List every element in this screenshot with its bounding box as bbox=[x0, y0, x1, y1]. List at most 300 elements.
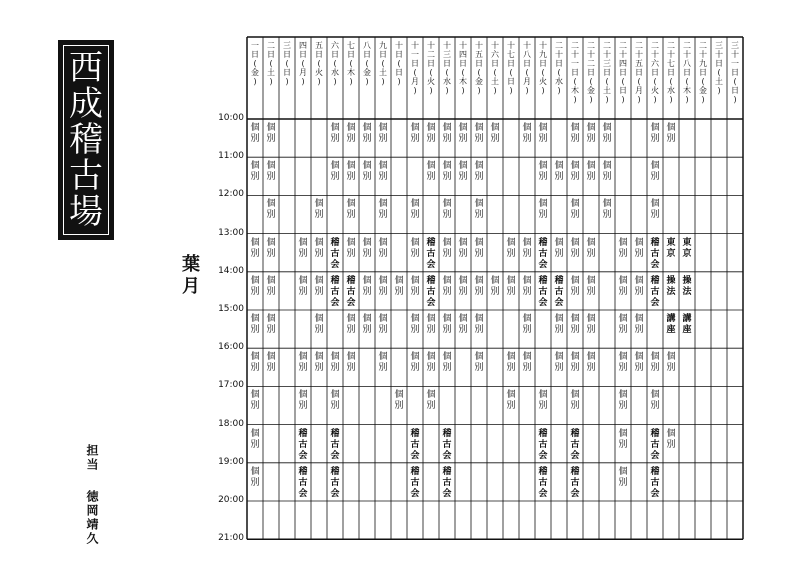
day-header-char: 十 bbox=[587, 50, 595, 59]
slot-kobetsu: 個 別 bbox=[346, 352, 356, 374]
day-header-char: 六 bbox=[651, 59, 659, 68]
day-header bbox=[551, 41, 567, 95]
day-header-char: ) bbox=[461, 86, 465, 95]
day-header-char: 日 bbox=[299, 50, 307, 59]
day-header-char: 一 bbox=[411, 50, 419, 59]
slot-kobetsu: 個 別 bbox=[570, 314, 580, 335]
slot-kobetsu: 個 別 bbox=[570, 275, 580, 297]
day-header-char: ) bbox=[493, 86, 497, 95]
day-header bbox=[359, 41, 375, 86]
event-label: 操 法 bbox=[682, 275, 692, 297]
slot-kobetsu: 個 別 bbox=[586, 237, 596, 259]
slot-keikokai: 稽 古 会 bbox=[650, 428, 660, 461]
slot-kobetsu: 個 別 bbox=[458, 161, 468, 183]
time-label: 16:00 bbox=[218, 342, 244, 353]
slot-kobetsu: 個 別 bbox=[426, 161, 436, 183]
day-header-char: 四 bbox=[619, 59, 627, 68]
day-header-char: 十 bbox=[667, 50, 675, 59]
slot-kobetsu: 個 別 bbox=[330, 123, 340, 144]
slot-kobetsu: 個 別 bbox=[602, 123, 612, 144]
slot-keikokai: 稽 古 会 bbox=[410, 428, 420, 461]
slot-kobetsu: 個 別 bbox=[506, 275, 516, 297]
slot-kobetsu: 個 別 bbox=[266, 275, 276, 297]
day-header-char: 十 bbox=[427, 41, 435, 50]
day-header-char: 六 bbox=[331, 41, 339, 50]
day-header-char: ( bbox=[493, 68, 497, 77]
time-label: 11:00 bbox=[218, 151, 244, 162]
slot-kobetsu: 個 別 bbox=[618, 314, 628, 335]
month-label: 葉月 bbox=[179, 254, 200, 298]
time-label: 14:00 bbox=[218, 265, 244, 276]
slot-kobetsu: 個 別 bbox=[362, 314, 372, 335]
day-header-char: 一 bbox=[251, 41, 259, 50]
slot-kobetsu: 個 別 bbox=[250, 314, 260, 335]
slot-keikokai: 稽 古 会 bbox=[298, 428, 308, 461]
day-header-char: ) bbox=[301, 77, 305, 86]
slot-kobetsu: 個 別 bbox=[298, 352, 308, 374]
day-header-char: ( bbox=[621, 77, 625, 86]
day-header-char: 日 bbox=[347, 50, 355, 59]
day-header bbox=[247, 41, 263, 86]
day-header-char: 三 bbox=[731, 41, 739, 50]
tanto-label: 担当 bbox=[85, 444, 99, 472]
day-header-char: ) bbox=[589, 95, 593, 104]
slot-kobetsu: 個 別 bbox=[490, 275, 500, 297]
slot-keikokai: 稽 古 会 bbox=[346, 275, 356, 308]
day-header-char: ) bbox=[621, 95, 625, 104]
day-header-char: 日 bbox=[635, 68, 643, 77]
slot-kobetsu: 個 別 bbox=[570, 390, 580, 412]
day-header-char: 六 bbox=[491, 50, 499, 59]
day-header bbox=[647, 41, 663, 104]
day-header-char: 日 bbox=[587, 68, 595, 77]
day-header-char: 九 bbox=[379, 41, 387, 50]
slot-kobetsu: 個 別 bbox=[474, 275, 484, 297]
day-header bbox=[327, 41, 343, 86]
day-header-char: 日 bbox=[507, 77, 515, 86]
day-header-char: 二 bbox=[555, 41, 563, 50]
day-header-char: 日 bbox=[411, 59, 419, 68]
day-header-char: ( bbox=[253, 59, 257, 68]
day-header-char: 日 bbox=[427, 59, 435, 68]
slot-kobetsu: 個 別 bbox=[330, 161, 340, 183]
day-header bbox=[679, 41, 695, 104]
day-header-char: 日 bbox=[603, 68, 611, 77]
day-header-char: 一 bbox=[571, 59, 579, 68]
day-header-char: ( bbox=[445, 68, 449, 77]
slot-kobetsu: 個 別 bbox=[266, 123, 276, 144]
slot-kobetsu: 個 別 bbox=[426, 390, 436, 412]
day-header bbox=[311, 41, 327, 86]
day-header-char: ) bbox=[733, 95, 737, 104]
event-label: 東 京 bbox=[682, 237, 692, 259]
title-char: 古 bbox=[69, 156, 103, 196]
slot-kobetsu: 個 別 bbox=[266, 314, 276, 335]
event-label: 操 法 bbox=[666, 275, 676, 297]
slot-kobetsu: 個 別 bbox=[362, 275, 372, 297]
slot-kobetsu: 個 別 bbox=[426, 314, 436, 335]
slot-kobetsu: 個 別 bbox=[506, 390, 516, 412]
day-header-char: 金 bbox=[587, 86, 595, 95]
slot-kobetsu: 個 別 bbox=[394, 275, 404, 297]
time-label: 15:00 bbox=[218, 304, 244, 314]
day-header-char: ( bbox=[573, 77, 577, 86]
slot-kobetsu: 個 別 bbox=[442, 314, 452, 335]
day-header bbox=[263, 41, 279, 86]
slot-kobetsu: 個 別 bbox=[618, 352, 628, 374]
day-header bbox=[535, 41, 551, 95]
slot-keikokai: 稽 古 会 bbox=[426, 275, 436, 308]
slot-kobetsu: 個 別 bbox=[250, 428, 260, 450]
day-header-char: 三 bbox=[283, 41, 291, 50]
day-header-char: 日 bbox=[699, 68, 707, 77]
slot-kobetsu: 個 別 bbox=[250, 161, 260, 183]
day-header-char: 日 bbox=[667, 68, 675, 77]
day-header-char: 十 bbox=[603, 50, 611, 59]
day-header-char: 十 bbox=[475, 41, 483, 50]
day-header-char: 二 bbox=[587, 41, 595, 50]
day-header-char: 十 bbox=[539, 41, 547, 50]
day-header-char: 日 bbox=[731, 68, 739, 77]
title-char: 場 bbox=[69, 192, 103, 232]
day-header-char: ) bbox=[525, 86, 529, 95]
slot-keikokai: 稽 古 会 bbox=[570, 466, 580, 499]
day-header-char: 日 bbox=[459, 59, 467, 68]
day-header-char: 土 bbox=[491, 77, 499, 86]
slot-kobetsu: 個 別 bbox=[426, 123, 436, 144]
time-label: 13:00 bbox=[218, 227, 244, 238]
day-header-char: 十 bbox=[459, 41, 467, 50]
day-header-char: 十 bbox=[411, 41, 419, 50]
day-header-char: 日 bbox=[555, 59, 563, 68]
day-header-char: 日 bbox=[619, 68, 627, 77]
day-header-char: 四 bbox=[459, 50, 467, 59]
slot-kobetsu: 個 別 bbox=[666, 428, 676, 450]
day-header-char: 火 bbox=[315, 68, 323, 77]
slot-kobetsu: 個 別 bbox=[586, 352, 596, 374]
day-header-char: 火 bbox=[651, 86, 659, 95]
slot-keikokai: 稽 古 会 bbox=[650, 275, 660, 308]
slot-kobetsu: 個 別 bbox=[570, 199, 580, 221]
day-header-char: ( bbox=[637, 77, 641, 86]
day-header-char: ) bbox=[557, 86, 561, 95]
day-header-char: 日 bbox=[523, 59, 531, 68]
day-header-char: 日 bbox=[315, 50, 323, 59]
slot-kobetsu: 個 別 bbox=[474, 199, 484, 221]
day-header-char: 三 bbox=[443, 50, 451, 59]
slot-kobetsu: 個 別 bbox=[298, 390, 308, 412]
slot-keikokai: 稽 古 会 bbox=[538, 237, 548, 270]
day-header-char: 日 bbox=[395, 50, 403, 59]
slot-kobetsu: 個 別 bbox=[250, 275, 260, 297]
day-header bbox=[375, 41, 391, 86]
day-header bbox=[391, 41, 407, 86]
slot-kobetsu: 個 別 bbox=[266, 199, 276, 221]
day-header-char: ) bbox=[253, 77, 257, 86]
day-header bbox=[295, 41, 311, 86]
slot-kobetsu: 個 別 bbox=[250, 123, 260, 144]
time-label: 21:00 bbox=[218, 533, 244, 544]
slot-kobetsu: 個 別 bbox=[650, 123, 660, 144]
slot-kobetsu: 個 別 bbox=[650, 161, 660, 183]
day-header-char: 日 bbox=[475, 59, 483, 68]
day-header-char: 月 bbox=[523, 77, 531, 86]
slot-kobetsu: 個 別 bbox=[666, 123, 676, 144]
day-header-char: 十 bbox=[523, 41, 531, 50]
day-header bbox=[663, 41, 679, 104]
slot-kobetsu: 個 別 bbox=[474, 161, 484, 183]
day-header-char: 二 bbox=[683, 41, 691, 50]
slot-kobetsu: 個 別 bbox=[602, 161, 612, 183]
day-header-char: ( bbox=[301, 59, 305, 68]
day-header-char: ( bbox=[317, 59, 321, 68]
slot-kobetsu: 個 別 bbox=[570, 352, 580, 374]
day-header-char: 十 bbox=[555, 50, 563, 59]
slot-kobetsu: 個 別 bbox=[650, 390, 660, 412]
day-header-char: 二 bbox=[427, 50, 435, 59]
day-header-char: ) bbox=[333, 77, 337, 86]
day-header bbox=[279, 41, 295, 86]
day-header-char: 火 bbox=[539, 77, 547, 86]
day-header-char: ) bbox=[381, 77, 385, 86]
day-header-char: 水 bbox=[331, 68, 339, 77]
day-header-char: 十 bbox=[491, 41, 499, 50]
day-header-char: 八 bbox=[683, 59, 691, 68]
day-header-char: 日 bbox=[443, 59, 451, 68]
day-header-char: 二 bbox=[651, 41, 659, 50]
slot-kobetsu: 個 別 bbox=[666, 352, 676, 374]
event-label: 講 座 bbox=[682, 314, 692, 335]
slot-kobetsu: 個 別 bbox=[426, 352, 436, 374]
day-header bbox=[439, 41, 455, 95]
slot-kobetsu: 個 別 bbox=[410, 314, 420, 335]
day-header-char: ) bbox=[717, 86, 721, 95]
day-header-char: 土 bbox=[267, 68, 275, 77]
day-header-char: 二 bbox=[667, 41, 675, 50]
day-header bbox=[711, 41, 727, 95]
day-header-char: 日 bbox=[395, 68, 403, 77]
slot-keikokai: 稽 古 会 bbox=[410, 466, 420, 499]
slot-kobetsu: 個 別 bbox=[266, 237, 276, 259]
day-header bbox=[727, 41, 743, 104]
day-header-char: ) bbox=[445, 86, 449, 95]
day-header-char: 金 bbox=[251, 68, 259, 77]
slot-kobetsu: 個 別 bbox=[554, 161, 564, 183]
time-label: 19:00 bbox=[218, 456, 244, 467]
slot-kobetsu: 個 別 bbox=[570, 123, 580, 144]
slot-kobetsu: 個 別 bbox=[378, 237, 388, 259]
slot-keikokai: 稽 古 会 bbox=[330, 275, 340, 308]
slot-keikokai: 稽 古 会 bbox=[538, 466, 548, 499]
slot-kobetsu: 個 別 bbox=[618, 428, 628, 450]
day-header-char: ( bbox=[461, 68, 465, 77]
slot-kobetsu: 個 別 bbox=[362, 123, 372, 144]
slot-keikokai: 稽 古 会 bbox=[330, 428, 340, 461]
day-header-char: 月 bbox=[635, 86, 643, 95]
slot-kobetsu: 個 別 bbox=[250, 466, 260, 488]
day-header-char: 火 bbox=[427, 77, 435, 86]
slot-kobetsu: 個 別 bbox=[618, 275, 628, 297]
day-header-char: 日 bbox=[251, 50, 259, 59]
day-header-char: ) bbox=[605, 95, 609, 104]
day-header-char: ) bbox=[541, 86, 545, 95]
slot-kobetsu: 個 別 bbox=[378, 123, 388, 144]
day-header bbox=[471, 41, 487, 95]
day-header-char: ( bbox=[365, 59, 369, 68]
slot-kobetsu: 個 別 bbox=[634, 352, 644, 374]
day-header-char: 月 bbox=[299, 68, 307, 77]
day-header-char: ( bbox=[669, 77, 673, 86]
day-header-char: 十 bbox=[651, 50, 659, 59]
day-header-char: 金 bbox=[475, 77, 483, 86]
day-header-char: ( bbox=[541, 68, 545, 77]
slot-kobetsu: 個 別 bbox=[490, 123, 500, 144]
day-header-char: ( bbox=[685, 77, 689, 86]
slot-kobetsu: 個 別 bbox=[314, 275, 324, 297]
day-header-char: 四 bbox=[299, 41, 307, 50]
day-header-char: ( bbox=[397, 59, 401, 68]
slot-kobetsu: 個 別 bbox=[250, 352, 260, 374]
day-header-char: ) bbox=[365, 77, 369, 86]
day-header-char: ( bbox=[509, 68, 513, 77]
slot-kobetsu: 個 別 bbox=[538, 390, 548, 412]
time-label: 12:00 bbox=[218, 189, 244, 200]
event-label: 東 京 bbox=[666, 237, 676, 259]
day-header-char: 十 bbox=[699, 50, 707, 59]
day-header-char: 日 bbox=[379, 50, 387, 59]
day-header-char: 七 bbox=[347, 41, 355, 50]
day-header-char: 二 bbox=[603, 41, 611, 50]
day-header-char: 日 bbox=[683, 68, 691, 77]
slot-kobetsu: 個 別 bbox=[618, 466, 628, 488]
slot-kobetsu: 個 別 bbox=[458, 237, 468, 259]
slot-kobetsu: 個 別 bbox=[266, 161, 276, 183]
slot-kobetsu: 個 別 bbox=[474, 237, 484, 259]
day-header-char: 十 bbox=[683, 50, 691, 59]
day-header-char: ( bbox=[381, 59, 385, 68]
slot-kobetsu: 個 別 bbox=[410, 275, 420, 297]
slot-kobetsu: 個 別 bbox=[346, 199, 356, 221]
slot-kobetsu: 個 別 bbox=[586, 275, 596, 297]
day-header-char: ( bbox=[269, 59, 273, 68]
slot-kobetsu: 個 別 bbox=[634, 237, 644, 259]
slot-kobetsu: 個 別 bbox=[250, 390, 260, 412]
day-header-char: ) bbox=[269, 77, 273, 86]
slot-kobetsu: 個 別 bbox=[346, 161, 356, 183]
day-header-char: 日 bbox=[331, 50, 339, 59]
slot-kobetsu: 個 別 bbox=[522, 237, 532, 259]
slot-kobetsu: 個 別 bbox=[298, 237, 308, 259]
slot-kobetsu: 個 別 bbox=[378, 314, 388, 335]
day-header-char: ) bbox=[285, 77, 289, 86]
day-header-char: 二 bbox=[267, 41, 275, 50]
slot-kobetsu: 個 別 bbox=[378, 199, 388, 221]
slot-kobetsu: 個 別 bbox=[378, 275, 388, 297]
day-header-char: 五 bbox=[475, 50, 483, 59]
day-header-char: 五 bbox=[315, 41, 323, 50]
day-header-char: 一 bbox=[731, 59, 739, 68]
day-header-char: 八 bbox=[523, 50, 531, 59]
day-header-char: 二 bbox=[635, 41, 643, 50]
day-header-char: 水 bbox=[667, 86, 675, 95]
slot-kobetsu: 個 別 bbox=[634, 275, 644, 297]
day-header bbox=[631, 41, 647, 104]
day-header-char: 木 bbox=[459, 77, 467, 86]
day-header-char: 日 bbox=[571, 68, 579, 77]
slot-kobetsu: 個 別 bbox=[506, 352, 516, 374]
day-header-char: 日 bbox=[363, 50, 371, 59]
slot-kobetsu: 個 別 bbox=[586, 314, 596, 335]
day-header-char: 木 bbox=[683, 86, 691, 95]
day-header bbox=[519, 41, 535, 95]
slot-kobetsu: 個 別 bbox=[442, 275, 452, 297]
title-char: 稽 bbox=[69, 120, 103, 160]
day-header-char: 木 bbox=[571, 86, 579, 95]
slot-kobetsu: 個 別 bbox=[442, 199, 452, 221]
day-header bbox=[615, 41, 631, 104]
day-header-char: 十 bbox=[443, 41, 451, 50]
slot-kobetsu: 個 別 bbox=[458, 123, 468, 144]
day-header-char: ( bbox=[285, 59, 289, 68]
slot-kobetsu: 個 別 bbox=[570, 237, 580, 259]
day-header-char: 十 bbox=[507, 41, 515, 50]
slot-keikokai: 稽 古 会 bbox=[538, 275, 548, 308]
slot-kobetsu: 個 別 bbox=[618, 390, 628, 412]
slot-kobetsu: 個 別 bbox=[378, 352, 388, 374]
day-header-char: 十 bbox=[395, 41, 403, 50]
day-header-char: 七 bbox=[507, 50, 515, 59]
day-header bbox=[423, 41, 439, 95]
day-header-char: ) bbox=[653, 95, 657, 104]
day-header-char: ) bbox=[701, 95, 705, 104]
slot-kobetsu: 個 別 bbox=[650, 199, 660, 221]
slot-kobetsu: 個 別 bbox=[442, 161, 452, 183]
day-header-char: 月 bbox=[411, 77, 419, 86]
day-header-char: 水 bbox=[443, 77, 451, 86]
day-header bbox=[567, 41, 583, 104]
slot-keikokai: 稽 古 会 bbox=[442, 466, 452, 499]
day-header-char: ( bbox=[429, 68, 433, 77]
title-char: 西 bbox=[69, 48, 103, 88]
day-header-char: 日 bbox=[539, 59, 547, 68]
day-header-char: ( bbox=[605, 77, 609, 86]
slot-keikokai: 稽 古 会 bbox=[650, 237, 660, 270]
slot-kobetsu: 個 別 bbox=[474, 314, 484, 335]
slot-kobetsu: 個 別 bbox=[330, 352, 340, 374]
day-header bbox=[599, 41, 615, 104]
slot-kobetsu: 個 別 bbox=[442, 237, 452, 259]
day-header-char: 金 bbox=[363, 68, 371, 77]
slot-kobetsu: 個 別 bbox=[314, 237, 324, 259]
slot-kobetsu: 個 別 bbox=[634, 314, 644, 335]
event-label: 講 座 bbox=[666, 314, 676, 335]
day-header-char: ( bbox=[733, 77, 737, 86]
day-header-char: 十 bbox=[635, 50, 643, 59]
day-header bbox=[487, 41, 503, 95]
slot-kobetsu: 個 別 bbox=[378, 161, 388, 183]
day-header-char: 十 bbox=[619, 50, 627, 59]
day-header bbox=[407, 41, 423, 95]
slot-kobetsu: 個 別 bbox=[410, 123, 420, 144]
day-header-char: 日 bbox=[283, 50, 291, 59]
slot-kobetsu: 個 別 bbox=[602, 199, 612, 221]
day-header-char: ) bbox=[637, 95, 641, 104]
day-header bbox=[583, 41, 599, 104]
day-header-char: ) bbox=[669, 95, 673, 104]
day-header-char: 九 bbox=[699, 59, 707, 68]
slot-kobetsu: 個 別 bbox=[458, 314, 468, 335]
day-header bbox=[503, 41, 519, 95]
